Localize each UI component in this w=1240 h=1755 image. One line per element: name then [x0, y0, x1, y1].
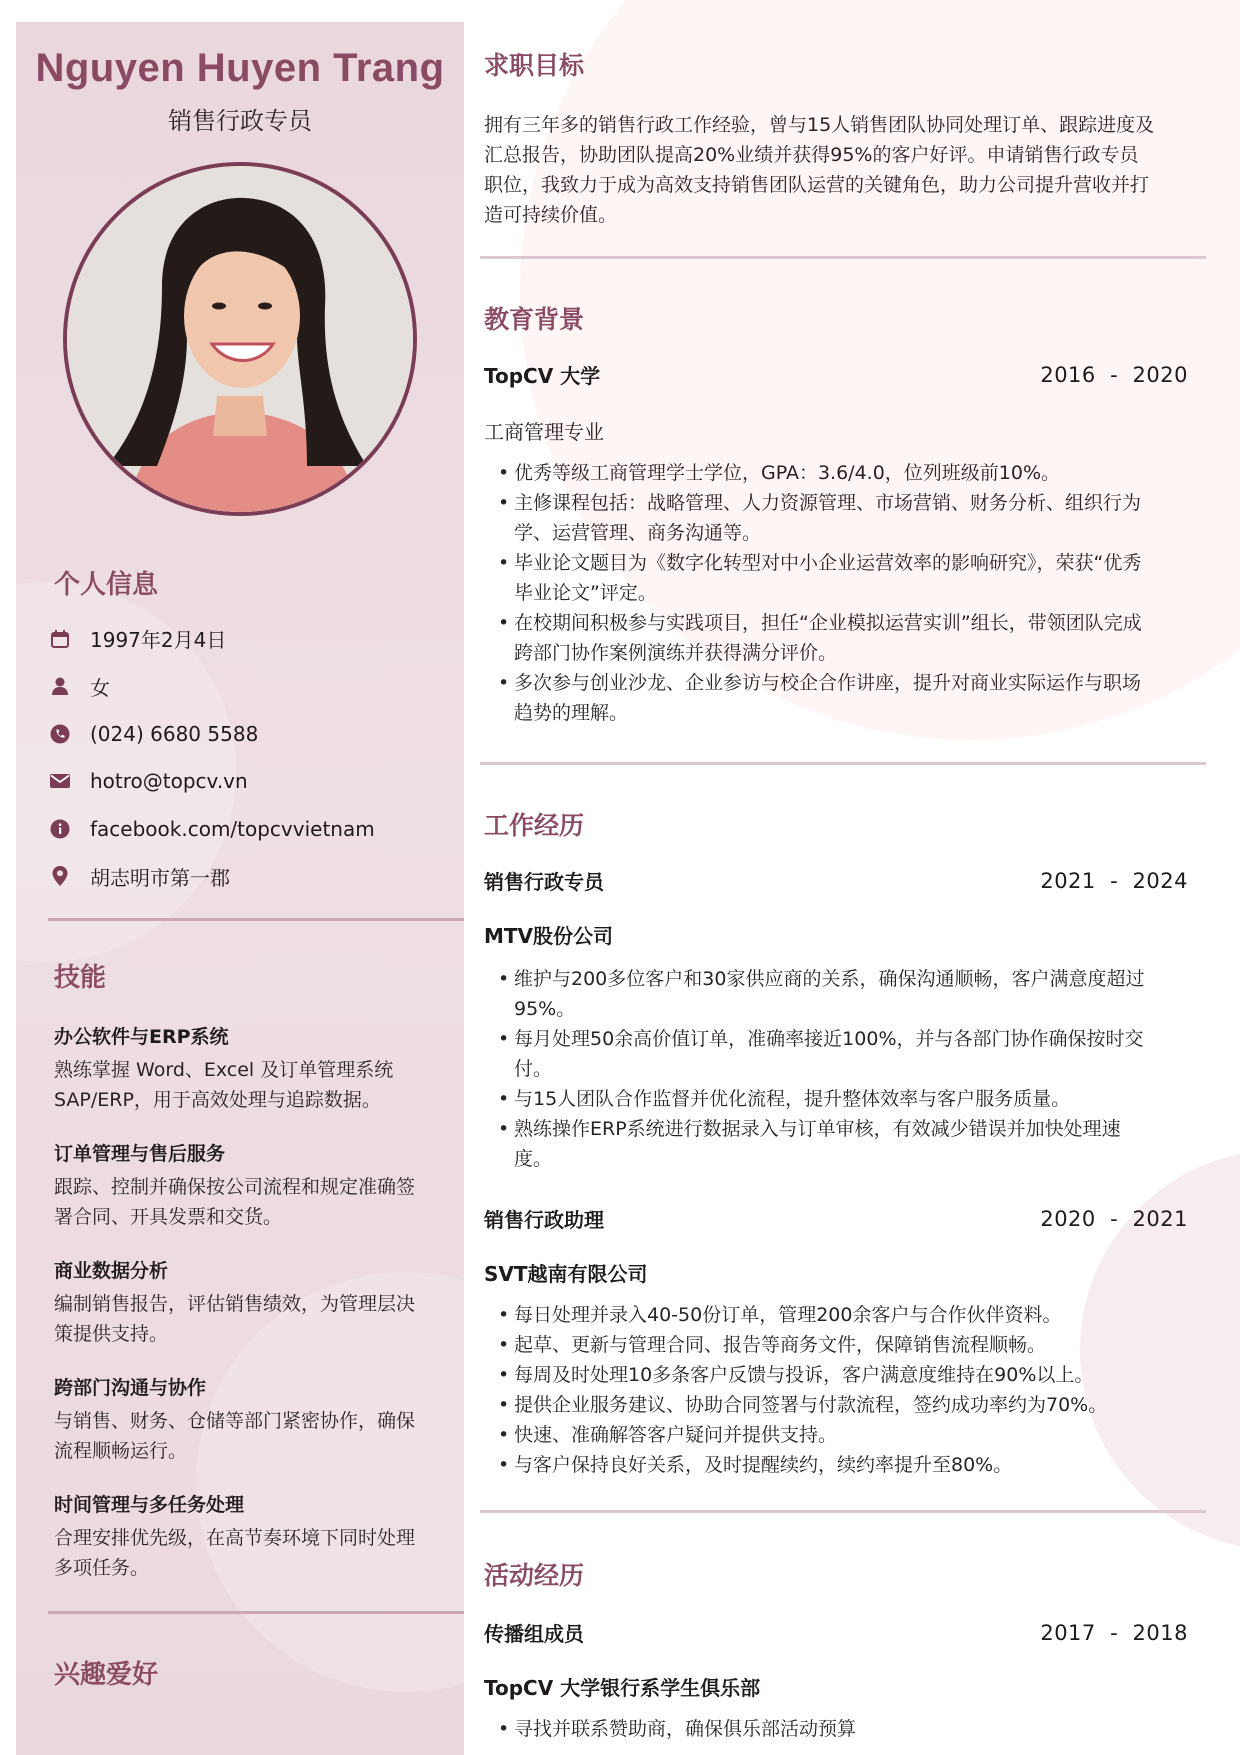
skill-description	[54, 1406, 454, 1466]
job-header	[484, 1204, 1188, 1233]
bullet-line: 趋势的理解。	[514, 702, 629, 724]
skill-description-line: 熟练掌握 Word、Excel 及订单管理系统	[54, 1059, 394, 1081]
bullet-line: • 每月处理50余高价值订单，准确率接近100%，并与各部门协作确保按时交	[514, 1028, 1144, 1050]
personal-info-list	[46, 615, 448, 900]
bullet-line: • 每周及时处理10多条客户反馈与投诉，客户满意度维持在90%以上。	[514, 1364, 1094, 1386]
skill-item	[54, 1490, 454, 1583]
info-location	[46, 853, 448, 901]
location-icon	[46, 865, 74, 887]
bullet-line: • 与客户保持良好关系，及时提醒续约，续约率提升至80%。	[514, 1454, 1013, 1476]
list-item	[498, 458, 1198, 488]
education-period: 2016 - 2020	[1040, 362, 1188, 387]
job-bullets	[498, 1300, 1198, 1480]
list-item	[498, 1714, 1198, 1744]
skill-description-line: SAP/ERP，用于高效处理与追踪数据。	[54, 1089, 381, 1111]
candidate-name: Nguyen Huyen Trang	[35, 46, 445, 90]
bullet-line: 度。	[514, 1148, 553, 1170]
activity-period: 2017 - 2018	[1040, 1620, 1188, 1645]
bullet-line: • 维护与200多位客户和30家供应商的关系，确保沟通顺畅，客户满意度超过	[514, 968, 1145, 990]
section-heading-objective: 求职目标	[484, 52, 585, 80]
user-icon	[46, 675, 74, 697]
bullet-line: 学、运营管理、商务沟通等。	[514, 522, 762, 544]
sidebar	[16, 22, 464, 1755]
education-major: 工商管理专业	[484, 420, 604, 444]
list-item	[498, 1084, 1198, 1114]
skill-title: 办公软件与ERP系统	[54, 1026, 229, 1048]
bullet-line: • 每日处理并录入40-50份订单，管理200余客户与合作伙伴资料。	[514, 1304, 1062, 1326]
section-divider	[480, 762, 1206, 765]
bullet-line: 优秀等级工商管理学士学位，GPA：3.6/4.0，位列班级前10%。	[514, 462, 1061, 484]
list-item	[498, 608, 1198, 668]
job-header	[484, 866, 1188, 895]
calendar-icon	[46, 628, 74, 650]
objective-line: 职位，我致力于成为高效支持销售团队运营的关键角色，助力公司提升营收并打	[484, 174, 1150, 196]
company-name: SVT越南有限公司	[484, 1262, 648, 1286]
activity-role: 传播组成员	[484, 1622, 584, 1646]
education-bullets	[498, 458, 1198, 728]
section-heading-personal: 个人信息	[54, 569, 159, 599]
info-facebook	[46, 805, 448, 853]
list-item	[498, 1024, 1198, 1084]
section-divider	[480, 256, 1206, 259]
info-gender	[46, 663, 448, 711]
school-name: TopCV 大学	[484, 364, 601, 388]
info-value: 1997年2月4日	[90, 628, 227, 653]
avatar-illustration	[67, 166, 413, 512]
skill-description-line: 编制销售报告，评估销售绩效，为管理层决	[54, 1293, 416, 1315]
bullet-line: • 与15人团队合作监督并优化流程，提升整体效率与客户服务质量。	[514, 1088, 1071, 1110]
job-bullets	[498, 964, 1198, 1174]
skill-description-line: 策提供支持。	[54, 1323, 169, 1345]
job-period: 2021 - 2024	[1040, 868, 1188, 893]
skill-description-line: 流程顺畅运行。	[54, 1440, 188, 1462]
objective-line: 拥有三年多的销售行政工作经验，曾与15人销售团队协同处理订单、跟踪进度及	[484, 114, 1155, 136]
skill-item	[54, 1022, 454, 1115]
info-value: facebook.com/topcvvietnam	[90, 816, 375, 841]
skill-description	[54, 1172, 454, 1232]
activity-organization: TopCV 大学银行系学生俱乐部	[484, 1676, 761, 1700]
list-item	[498, 1330, 1198, 1360]
bullet-line: • 毕业论文题目为《数字化转型对中小企业运营效率的影响研究》，荣获“优秀	[514, 552, 1142, 574]
info-birthdate	[46, 615, 448, 663]
objective-line: 汇总报告，协助团队提高20%业绩并获得95%的客户好评。申请销售行政专员	[484, 144, 1139, 166]
info-value: hotro@topcv.vn	[90, 769, 248, 794]
skill-title: 商业数据分析	[54, 1260, 169, 1282]
bullet-line: • 在校期间积极参与实践项目，担任“企业模拟运营实训”组长，带领团队完成	[514, 612, 1142, 634]
bullet-line: • 熟练操作ERP系统进行数据录入与订单审核，有效减少错误并加快处理速	[514, 1118, 1121, 1140]
bullet-line: • 起草、更新与管理合同、报告等商务文件，保障销售流程顺畅。	[514, 1334, 1047, 1356]
avatar	[63, 162, 417, 516]
bullet-line: 付。	[514, 1058, 553, 1080]
bullet-line: • 提供企业服务建议、协助合同签署与付款流程，签约成功率约为70%。	[514, 1394, 1108, 1416]
skill-description-line: 与销售、财务、仓储等部门紧密协作，确保	[54, 1410, 416, 1432]
list-item	[498, 1114, 1198, 1174]
list-item	[498, 964, 1198, 1024]
objective-text	[484, 110, 1204, 230]
list-item	[498, 668, 1198, 728]
section-heading-activities: 活动经历	[484, 1562, 585, 1590]
skill-item	[54, 1256, 454, 1349]
list-item	[498, 548, 1198, 608]
candidate-title: 销售行政专员	[168, 107, 312, 135]
skill-item	[54, 1139, 454, 1232]
info-value: 女	[90, 675, 110, 700]
section-heading-work: 工作经历	[484, 812, 585, 840]
skill-description	[54, 1523, 454, 1583]
skill-title: 时间管理与多任务处理	[54, 1494, 245, 1516]
skill-description-line: 合理安排优先级，在高节奏环境下同时处理	[54, 1527, 416, 1549]
job-role: 销售行政助理	[484, 1208, 604, 1232]
list-item	[498, 488, 1198, 548]
info-phone	[46, 710, 448, 758]
bullet-line: • 快速、准确解答客户疑问并提供支持。	[514, 1424, 838, 1446]
education-header	[484, 360, 1188, 389]
skill-description-line: 跟踪、控制并确保按公司流程和规定准确签	[54, 1176, 416, 1198]
skill-title: 订单管理与售后服务	[54, 1143, 226, 1165]
skill-item	[54, 1373, 454, 1466]
skill-description	[54, 1289, 454, 1349]
skill-description	[54, 1055, 454, 1115]
bullet-line: • 主修课程包括：战略管理、人力资源管理、市场营销、财务分析、组织行为	[514, 492, 1142, 514]
list-item	[498, 1300, 1198, 1330]
skill-description-line: 署合同、开具发票和交货。	[54, 1206, 283, 1228]
skill-description-line: 多项任务。	[54, 1557, 150, 1579]
info-value: 胡志明市第一郡	[90, 865, 230, 890]
section-divider	[480, 1510, 1206, 1513]
mail-icon	[46, 770, 74, 792]
activity-bullets	[498, 1714, 1198, 1744]
list-item	[498, 1450, 1198, 1480]
main-content	[480, 0, 1210, 1755]
section-heading-skills: 技能	[54, 962, 107, 992]
skill-title: 跨部门沟通与协作	[54, 1377, 207, 1399]
bullet-line: 95%。	[514, 998, 576, 1020]
company-name: MTV股份公司	[484, 924, 614, 948]
info-email	[46, 758, 448, 806]
section-heading-education: 教育背景	[484, 306, 585, 334]
bullet-line: 毕业论文”评定。	[514, 582, 657, 604]
list-item	[498, 1420, 1198, 1450]
bullet-line: 跨部门协作案例演练并获得满分评价。	[514, 642, 838, 664]
info-value: (024) 6680 5588	[90, 721, 259, 746]
job-role: 销售行政专员	[484, 870, 604, 894]
list-item	[498, 1360, 1198, 1390]
bullet-line: • 寻找并联系赞助商，确保俱乐部活动预算	[514, 1718, 857, 1740]
activity-header	[484, 1618, 1188, 1647]
section-divider	[48, 918, 464, 921]
objective-line: 造可持续价值。	[484, 204, 618, 226]
bullet-line: • 多次参与创业沙龙、企业参访与校企合作讲座，提升对商业实际运作与职场	[514, 672, 1142, 694]
list-item	[498, 1390, 1198, 1420]
job-period: 2020 - 2021	[1040, 1206, 1188, 1231]
phone-icon	[46, 723, 74, 745]
info-icon	[46, 818, 74, 840]
section-divider	[48, 1611, 464, 1614]
section-heading-hobbies: 兴趣爱好	[54, 1659, 159, 1689]
